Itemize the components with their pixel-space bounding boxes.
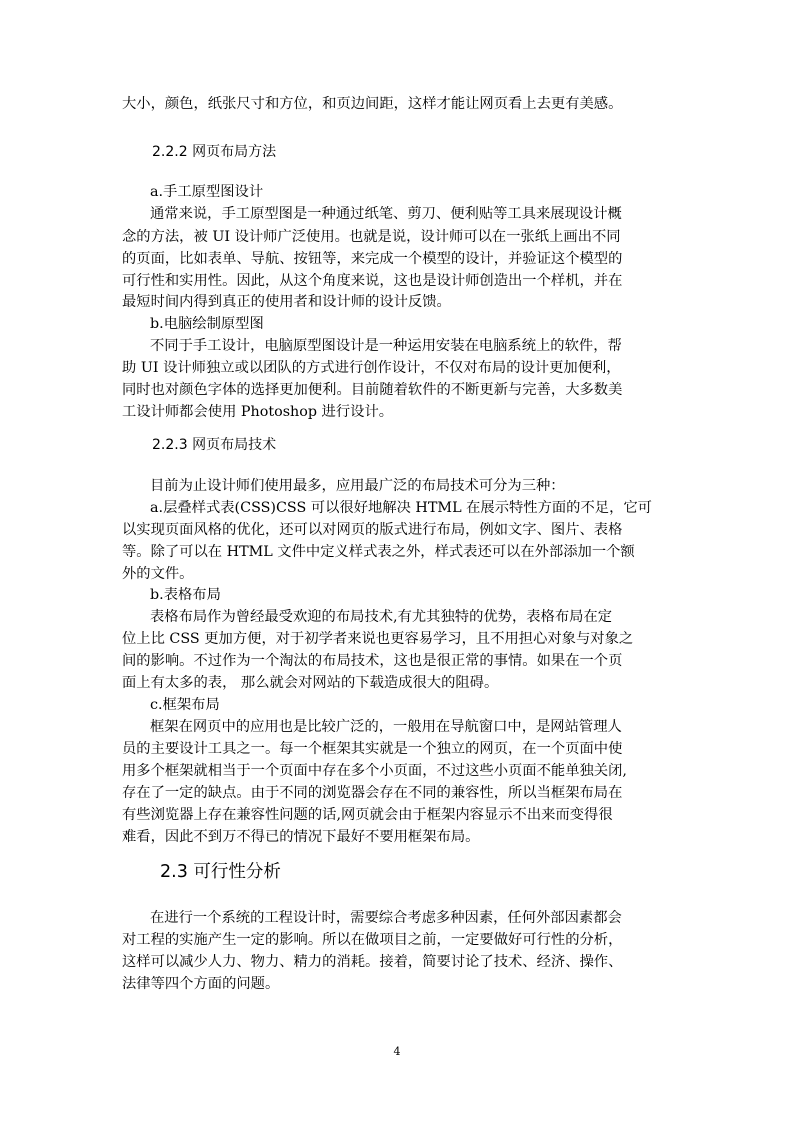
paragraph-line: 以实现页面风格的优化，还可以对网页的版式进行布局，例如文字、图片、表格 bbox=[122, 522, 623, 538]
section-heading-2-2-3: 2.2.3 网页布局技术 bbox=[152, 437, 277, 453]
paragraph-line: 对工程的实施产生一定的影响。所以在做项目之前，一定要做好可行性的分析， bbox=[122, 932, 623, 948]
item-label-b: b.表格布局 bbox=[150, 587, 221, 603]
paragraph-line: 用多个框架就相当于一个页面中存在多个小页面，不过这些小页面不能单独关闭, bbox=[122, 763, 627, 779]
paragraph-line: 同时也对颜色字体的选择更加便利。目前随着软件的不断更新与完善，大多数美 bbox=[122, 382, 623, 398]
paragraph-line: 不同于手工设计，电脑原型图设计是一种运用安装在电脑系统上的软件，帮 bbox=[150, 338, 622, 354]
paragraph-line: 位上比 CSS 更加方便，对于初学者来说也更容易学习，且不用担心对象与对象之 bbox=[122, 631, 634, 647]
paragraph-line: 目前为止设计师们使用最多，应用最广泛的布局技术可分为三种： bbox=[150, 478, 565, 494]
item-label-b: b.电脑绘制原型图 bbox=[150, 316, 264, 332]
paragraph-line: 的页面，比如表单、导航、按钮等，来完成一个模型的设计，并验证这个模型的 bbox=[122, 251, 623, 267]
section-heading-2-3: 2.3 可行性分析 bbox=[160, 862, 281, 882]
paragraph-line: 大小，颜色，纸张尺寸和方位，和页边间距，这样才能让网页看上去更有美感。 bbox=[122, 96, 623, 112]
paragraph-line: 存在了一定的缺点。由于不同的浏览器会存在不同的兼容性，所以当框架布局在 bbox=[122, 785, 623, 801]
paragraph-line: 员的主要设计工具之一。每一个框架其实就是一个独立的网页，在一个页面中使 bbox=[122, 741, 623, 757]
paragraph-line: 表格布局作为曾经最受欢迎的布局技术,有尤其独特的优势，表格布局在定 bbox=[150, 609, 613, 625]
page-number: 4 bbox=[393, 1045, 401, 1058]
paragraph-line: 框架在网页中的应用也是比较广泛的，一般用在导航窗口中，是网站管理人 bbox=[150, 719, 622, 735]
item-label-a: a.手工原型图设计 bbox=[150, 184, 264, 200]
paragraph-line: 可行性和实用性。因此，从这个角度来说，这也是设计师创造出一个样机，并在 bbox=[122, 273, 623, 289]
section-heading-2-2-2: 2.2.2 网页布局方法 bbox=[152, 144, 277, 160]
paragraph-line: 外的文件。 bbox=[122, 566, 194, 582]
paragraph-line: 在进行一个系统的工程设计时，需要综合考虑多种因素，任何外部因素都会 bbox=[150, 910, 622, 926]
paragraph-line: 工设计师都会使用 Photoshop 进行设计。 bbox=[122, 404, 394, 420]
paragraph-line: 念的方法，被 UI 设计师广泛使用。也就是说，设计师可以在一张纸上画出不同 bbox=[122, 229, 621, 245]
paragraph-line: 难看，因此不到万不得已的情况下最好不要用框架布局。 bbox=[122, 829, 480, 845]
paragraph-line: 有些浏览器上存在兼容性问题的话,网页就会由于框架内容显示不出来而变得很 bbox=[122, 807, 613, 823]
paragraph-line: 这样可以减少人力、物力、精力的消耗。接着，简要讨论了技术、经济、操作、 bbox=[122, 954, 623, 970]
paragraph-line: a.层叠样式表(CSS)CSS 可以很好地解决 HTML 在展示特性方面的不足，它可 bbox=[150, 500, 652, 516]
paragraph-line: 通常来说，手工原型图是一种通过纸笔、剪刀、便利贴等工具来展现设计概 bbox=[150, 206, 622, 222]
paragraph-line: 面上有太多的表， 那么就会对网站的下载造成很大的阻碍。 bbox=[122, 675, 499, 691]
item-label-c: c.框架布局 bbox=[150, 697, 220, 713]
paragraph-line: 间的影响。不过作为一个淘汰的布局技术，这也是很正常的事情。如果在一个页 bbox=[122, 653, 623, 669]
paragraph-line: 法律等四个方面的问题。 bbox=[122, 976, 280, 992]
paragraph-line: 助 UI 设计师独立或以团队的方式进行创作设计，不仅对布局的设计更加便利， bbox=[122, 360, 621, 376]
paragraph-line: 等。除了可以在 HTML 文件中定义样式表之外，样式表还可以在外部添加一个额 bbox=[122, 544, 635, 560]
paragraph-line: 最短时间内得到真正的使用者和设计师的设计反馈。 bbox=[122, 294, 451, 310]
